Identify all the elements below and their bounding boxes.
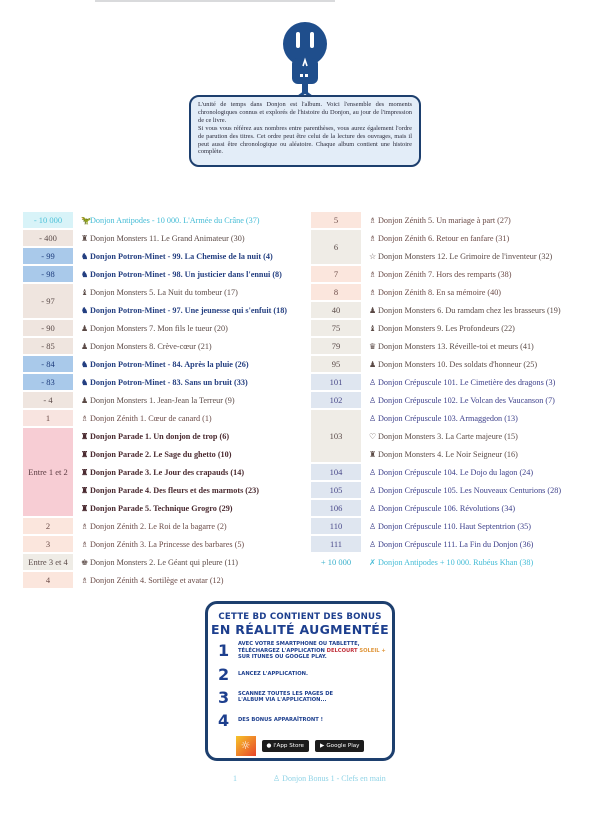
step-number: 2 <box>218 664 230 684</box>
album-title: Donjon Potron-Minet - 98. Un justicier dans l'ennui (8) <box>90 269 282 279</box>
album-title: Donjon Parade 3. Le Jour des crapauds (14) <box>90 467 245 477</box>
character-icon: ♗ <box>369 233 377 243</box>
timeline-row <box>311 320 596 338</box>
timeline-row <box>311 500 596 518</box>
intro-paragraph-2: Si vous vous référez aux nombres entre parenthèses, vous aurez également l'ordre de parution des titres. Cet ordre peut être celui de la lecture des ouvrages, mais il peut aussi être chronologique ou aléatoire. Chaque album contient une histoire complète. <box>198 124 412 156</box>
album-entry <box>73 500 308 516</box>
character-icon: ♗ <box>369 215 377 225</box>
character-icon: ♛ <box>369 341 377 351</box>
time-marker: - 85 <box>23 338 73 354</box>
timeline-row <box>311 212 596 230</box>
album-entry <box>361 338 596 354</box>
album-title: Donjon Zénith 5. Un mariage à part (27) <box>378 215 511 225</box>
augmented-reality-box <box>205 601 395 761</box>
album-entry <box>361 212 596 228</box>
album-title: Donjon Zénith 2. Le Roi de la bagarre (2) <box>90 521 227 531</box>
album-entry <box>361 284 596 300</box>
bonus-glyph-icon: ♙ <box>273 774 281 783</box>
time-marker: 101 <box>311 374 361 390</box>
time-marker: - 400 <box>23 230 73 246</box>
step-text: TÉLÉCHARGEZ L'APPLICATION <box>238 647 327 654</box>
album-entry <box>73 536 308 552</box>
character-icon: ♝ <box>81 287 89 297</box>
timeline-row <box>23 266 308 284</box>
timeline-row <box>23 320 308 338</box>
character-icon: ♜ <box>81 233 89 243</box>
album-title: Donjon Potron-Minet - 99. La Chemise de la nuit (4) <box>90 251 273 261</box>
apple-icon: ● <box>266 742 272 749</box>
ar-heading: CETTE BD CONTIENT DES BONUS <box>218 612 382 622</box>
album-entry <box>361 464 596 480</box>
timeline-row <box>23 230 308 248</box>
album-entry <box>73 212 308 228</box>
step-text: AVEC VOTRE SMARTPHONE OU TABLETTE, <box>238 641 360 647</box>
time-marker: - 98 <box>23 266 73 282</box>
timeline-row <box>311 464 596 482</box>
album-title: Donjon Potron-Minet - 97. Une jeunesse qui s'enfuit (18) <box>90 305 288 315</box>
character-icon: ♜ <box>81 449 89 459</box>
character-icon: ♞ <box>81 305 89 315</box>
time-marker: Entre 1 et 2 <box>23 428 73 516</box>
store-badges <box>208 736 392 756</box>
step-text: DES BONUS APPARAÎTRONT ! <box>238 716 323 723</box>
character-icon: ♞ <box>81 269 89 279</box>
intro-box <box>189 95 421 167</box>
step-number: 3 <box>218 687 230 707</box>
character-icon: ♙ <box>369 485 377 495</box>
album-title: Donjon Monsters 9. Les Profondeurs (22) <box>378 323 515 333</box>
time-marker: Entre 3 et 4 <box>23 554 73 570</box>
album-entry <box>73 428 308 444</box>
step-number: 4 <box>218 710 230 730</box>
album-entry <box>73 248 308 264</box>
step-number: 1 <box>218 641 230 661</box>
timeline-row <box>23 536 308 554</box>
timeline-row <box>23 554 308 572</box>
album-title: Donjon Crépuscule 110. Haut Septentrion (35) <box>378 521 531 531</box>
time-marker: 7 <box>311 266 361 282</box>
time-marker: 95 <box>311 356 361 372</box>
timeline-row <box>23 572 308 590</box>
timeline-row <box>311 230 596 266</box>
album-entry <box>73 392 308 408</box>
album-title: Donjon Monsters 12. Le Grimoire de l'inventeur (32) <box>378 251 553 261</box>
album-title: Donjon Monsters 6. Du ramdam chez les brasseurs (19) <box>378 305 561 315</box>
album-title: Donjon Monsters 3. La Carte majeure (15) <box>378 431 518 441</box>
character-icon: ♞ <box>81 251 89 261</box>
character-icon: ♟ <box>369 305 377 315</box>
step-text: SUR ITUNES OU GOOGLE PLAY. <box>238 654 327 661</box>
character-icon: ♗ <box>81 521 89 531</box>
album-entry <box>361 392 596 408</box>
album-title: Donjon Monsters 8. Crève-cœur (21) <box>90 341 212 351</box>
time-marker: 6 <box>311 230 361 264</box>
album-entry <box>361 266 596 282</box>
album-title: Donjon Zénith 6. Retour en fanfare (31) <box>378 233 510 243</box>
album-title: Donjon Potron-Minet - 84. Après la pluie (26) <box>90 359 249 369</box>
time-marker: 5 <box>311 212 361 228</box>
album-entry <box>361 536 596 552</box>
step-text: SCANNEZ TOUTES LES PAGES DE L'ALBUM VIA L'APPLICATION... <box>238 690 334 704</box>
timeline-row <box>311 392 596 410</box>
album-entry <box>361 302 596 318</box>
album-title: Donjon Parade 5. Technique Grogro (29) <box>90 503 233 513</box>
album-entry <box>73 302 308 318</box>
timeline-row <box>23 392 308 410</box>
album-title: Donjon Potron-Minet - 83. Sans un bruit (33) <box>90 377 248 387</box>
character-icon: ♙ <box>369 467 377 477</box>
character-icon: ♙ <box>369 503 377 513</box>
time-marker: 75 <box>311 320 361 336</box>
character-icon: ♜ <box>81 503 89 513</box>
album-entry <box>73 266 308 282</box>
time-marker: 4 <box>23 572 73 588</box>
album-title: Donjon Monsters 2. Le Géant qui pleure (11) <box>90 557 238 567</box>
timeline-row <box>23 212 308 230</box>
time-marker: 111 <box>311 536 361 552</box>
time-marker: - 84 <box>23 356 73 372</box>
character-icon: ♝ <box>369 323 377 333</box>
album-title: Donjon Antipodes + 10 000. Rubéus Khan (38) <box>378 557 534 567</box>
timeline-row <box>311 554 596 572</box>
time-marker: 102 <box>311 392 361 408</box>
time-marker: 1 <box>23 410 73 426</box>
character-icon: ♙ <box>369 539 377 549</box>
character-icon: ♟ <box>81 323 89 333</box>
album-entry <box>73 554 308 570</box>
album-entry <box>73 572 308 588</box>
album-title: Donjon Crépuscule 101. Le Cimetière des dragons (3) <box>378 377 556 387</box>
character-icon: ♙ <box>369 395 377 405</box>
album-title: Donjon Parade 4. Des fleurs et des marmots (23) <box>90 485 259 495</box>
character-icon: ♗ <box>369 287 377 297</box>
album-title: Donjon Zénith 4. Sortilège et avatar (12) <box>90 575 224 585</box>
album-title: Donjon Zénith 3. La Princesse des barbares (5) <box>90 539 245 549</box>
album-entry <box>361 554 596 570</box>
album-title: Donjon Antipodes - 10 000. L'Armée du Crâne (37) <box>90 215 260 225</box>
album-entry <box>361 356 596 372</box>
time-marker: - 83 <box>23 374 73 390</box>
album-entry <box>73 284 308 300</box>
album-title: Donjon Monsters 1. Jean-Jean la Terreur (9) <box>90 395 235 405</box>
footer-bonus <box>233 774 386 783</box>
character-icon: ♙ <box>369 521 377 531</box>
album-entry <box>73 446 308 462</box>
ar-step-2 <box>218 665 392 684</box>
top-rule <box>95 0 335 2</box>
timeline-row <box>311 518 596 536</box>
delcourt-soleil-app-icon[interactable]: ☼ <box>236 736 256 756</box>
intro-paragraph-1: L'unité de temps dans Donjon est l'album. Voici l'ensemble des moments chronologiques connus et explorés de l'histoire du Donjon, au jour de l'impression de ce livre. <box>198 101 412 124</box>
album-entry <box>73 230 308 246</box>
character-icon: ♗ <box>369 269 377 279</box>
timeline-row <box>311 374 596 392</box>
ar-title: EN RÉALITÉ AUGMENTÉE <box>211 622 389 637</box>
album-entry <box>73 320 308 336</box>
time-marker: 3 <box>23 536 73 552</box>
album-entry <box>73 356 308 372</box>
album-title: Donjon Crépuscule 106. Révolutions (34) <box>378 503 516 513</box>
album-entry <box>361 428 596 444</box>
album-entry <box>361 482 596 498</box>
timeline-row <box>311 284 596 302</box>
time-marker: 40 <box>311 302 361 318</box>
time-marker: 105 <box>311 482 361 498</box>
character-icon: ♡ <box>369 431 377 441</box>
timeline-left <box>23 212 308 590</box>
album-entry <box>361 500 596 516</box>
footer-title: Donjon Bonus 1 - Clefs en main <box>282 774 386 783</box>
album-title: Donjon Monsters 11. Le Grand Animateur (30) <box>90 233 245 243</box>
album-entry <box>73 518 308 534</box>
time-marker: - 90 <box>23 320 73 336</box>
timeline-row <box>23 410 308 428</box>
album-title: Donjon Crépuscule 111. La Fin du Donjon (36) <box>378 539 534 549</box>
character-icon: ♚ <box>81 557 89 567</box>
album-entry <box>361 446 596 462</box>
google-play-badge[interactable]: ▶ Google Play <box>315 740 364 752</box>
timeline-row <box>311 482 596 500</box>
character-icon: ♗ <box>81 539 89 549</box>
timeline-row <box>311 410 596 464</box>
time-marker: - 99 <box>23 248 73 264</box>
album-title: Donjon Crépuscule 102. Le Volcan des Vaucanson (7) <box>378 395 555 405</box>
album-entry <box>361 374 596 390</box>
ar-step-4 <box>218 711 392 730</box>
time-marker: - 10 000 <box>23 212 73 228</box>
app-store-badge[interactable]: ● l'App Store <box>262 740 309 752</box>
album-title: Donjon Crépuscule 103. Armaggedon (13) <box>378 413 518 423</box>
album-entry <box>361 410 596 426</box>
album-entry <box>73 410 308 426</box>
footer-time: 1 <box>233 774 237 783</box>
album-title: Donjon Monsters 10. Des soldats d'honneur (25) <box>378 359 538 369</box>
album-title: Donjon Monsters 13. Réveille-toi et meurs (41) <box>378 341 534 351</box>
character-icon: ♟ <box>81 395 89 405</box>
timeline-row <box>311 338 596 356</box>
timeline-right <box>311 212 596 572</box>
brand-soleil: SOLEIL + <box>357 647 386 654</box>
brand-delcourt: DELCOURT <box>326 647 358 654</box>
timeline-row <box>23 248 308 266</box>
album-entry <box>73 482 308 498</box>
character-icon: ♗ <box>81 413 89 423</box>
album-entry <box>73 338 308 354</box>
character-icon: ☆ <box>369 251 377 261</box>
album-entry <box>73 464 308 480</box>
character-icon: ♞ <box>81 359 89 369</box>
album-title: Donjon Crépuscule 105. Les Nouveaux Centurions (28) <box>378 485 562 495</box>
time-marker: 8 <box>311 284 361 300</box>
ar-step-1 <box>218 641 392 661</box>
timeline-row <box>23 428 308 518</box>
album-entry <box>73 374 308 390</box>
character-icon: ♙ <box>369 413 377 423</box>
timeline-row <box>23 518 308 536</box>
ar-step-3 <box>218 688 392 707</box>
character-icon: ♜ <box>81 467 89 477</box>
character-icon: ✗ <box>369 557 376 567</box>
album-entry <box>361 248 596 264</box>
album-title: Donjon Parade 2. Le Sage du ghetto (10) <box>90 449 232 459</box>
timeline-row <box>23 374 308 392</box>
timeline-row <box>311 356 596 374</box>
time-marker: 103 <box>311 410 361 462</box>
character-icon: ♟ <box>369 359 377 369</box>
time-marker: + 10 000 <box>320 557 352 567</box>
timeline-row <box>311 266 596 284</box>
character-icon: ♗ <box>81 575 89 585</box>
character-icon: 🦖 <box>81 215 91 225</box>
album-entry <box>361 518 596 534</box>
time-marker: 104 <box>311 464 361 480</box>
album-title: Donjon Zénith 7. Hors des remparts (38) <box>378 269 512 279</box>
time-marker: - 4 <box>23 392 73 408</box>
album-title: Donjon Zénith 8. En sa mémoire (40) <box>378 287 502 297</box>
timeline-row <box>23 284 308 320</box>
time-marker: 79 <box>311 338 361 354</box>
character-icon: ♜ <box>369 449 377 459</box>
skull-mascot-icon <box>276 22 334 102</box>
time-marker: 106 <box>311 500 361 516</box>
character-icon: ♙ <box>369 377 377 387</box>
album-title: Donjon Zénith 1. Cœur de canard (1) <box>90 413 212 423</box>
character-icon: ♞ <box>81 377 89 387</box>
character-icon: ♜ <box>81 485 89 495</box>
timeline-row <box>311 302 596 320</box>
album-entry <box>361 230 596 246</box>
time-marker: 110 <box>311 518 361 534</box>
timeline-row <box>23 356 308 374</box>
character-icon: ♜ <box>81 431 89 441</box>
step-text: LANCEZ L'APPLICATION. <box>238 670 308 677</box>
character-icon: ♟ <box>81 341 89 351</box>
album-title: Donjon Monsters 5. La Nuit du tombeur (17) <box>90 287 238 297</box>
album-title: Donjon Monsters 7. Mon fils le tueur (20) <box>90 323 228 333</box>
album-entry <box>361 320 596 336</box>
album-title: Donjon Monsters 4. Le Noir Seigneur (16) <box>378 449 518 459</box>
play-icon: ▶ <box>320 742 325 749</box>
time-marker: - 97 <box>23 284 73 318</box>
album-title: Donjon Crépuscule 104. Le Dojo du lagon (24) <box>378 467 534 477</box>
timeline-row <box>23 338 308 356</box>
timeline-row <box>311 536 596 554</box>
time-marker: 2 <box>23 518 73 534</box>
album-title: Donjon Parade 1. Un donjon de trop (6) <box>90 431 230 441</box>
